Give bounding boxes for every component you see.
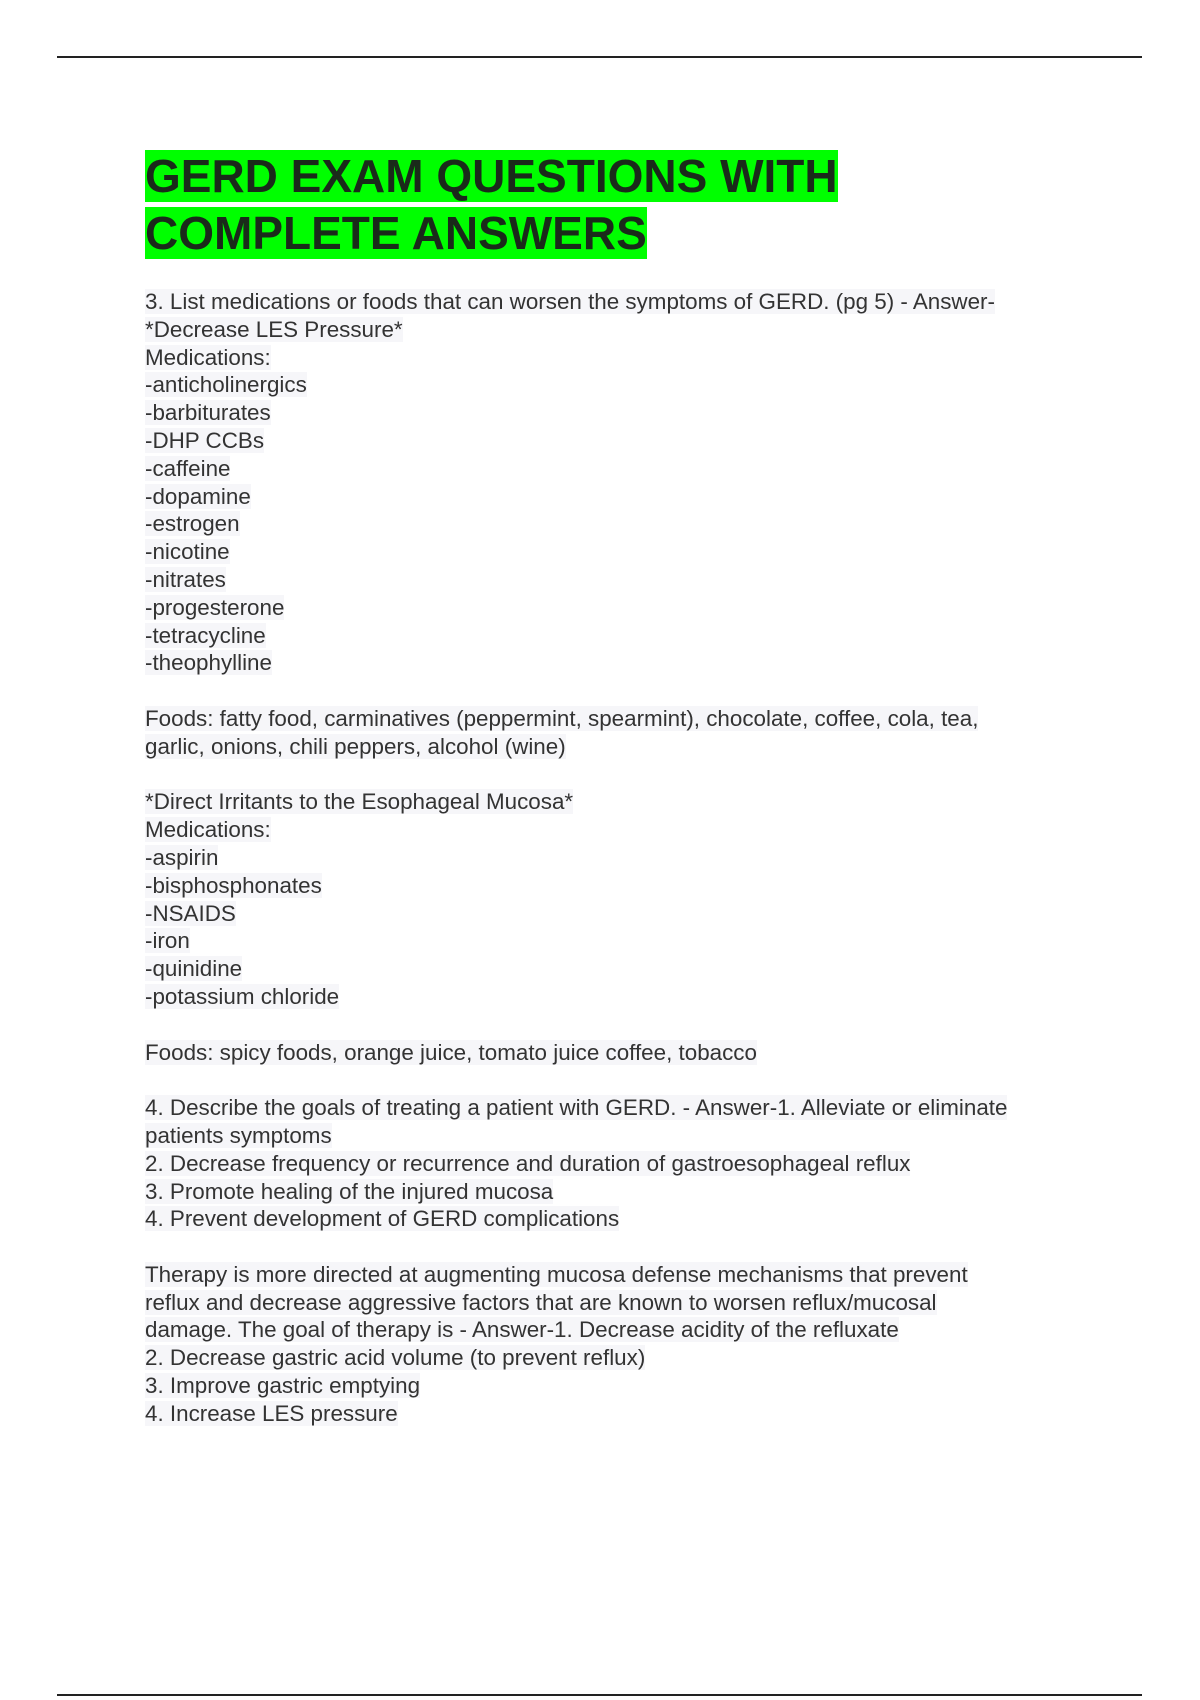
paragraph-gap xyxy=(145,1233,1095,1261)
text-line-content: Foods: spicy foods, orange juice, tomato juice coffee, tobacco xyxy=(145,1039,757,1065)
text-line xyxy=(145,399,1095,427)
text-line xyxy=(145,844,1095,872)
text-line-content: Medications: xyxy=(145,344,271,370)
text-line-content: *Decrease LES Pressure* xyxy=(145,316,403,342)
text-line xyxy=(145,622,1095,650)
text-line-content: 3. Improve gastric emptying xyxy=(145,1373,421,1399)
text-line xyxy=(145,483,1095,511)
document-page xyxy=(145,148,1095,1428)
text-line xyxy=(145,594,1095,622)
text-line-content: -nicotine xyxy=(145,539,230,565)
text-line xyxy=(145,816,1095,844)
text-line-content: patients symptoms xyxy=(145,1122,332,1148)
text-line-content: reflux and decrease aggressive factors that are known to worsen reflux/mucosal xyxy=(145,1289,937,1315)
text-line-content: -iron xyxy=(145,928,190,954)
text-line-content: 4. Describe the goals of treating a patient with GERD. - Answer-1. Alleviate or eliminate xyxy=(145,1095,1008,1121)
text-line xyxy=(145,371,1095,399)
text-line-content: 2. Decrease gastric acid volume (to prevent reflux) xyxy=(145,1345,646,1371)
text-line-content: -theophylline xyxy=(145,650,272,676)
text-line xyxy=(145,1372,1095,1400)
paragraph xyxy=(145,1261,1095,1428)
paragraph xyxy=(145,788,1095,1010)
paragraph xyxy=(145,705,1095,761)
text-line-content: -caffeine xyxy=(145,455,231,481)
paragraph-gap xyxy=(145,1066,1095,1094)
text-line-content: 4. Prevent development of GERD complications xyxy=(145,1206,620,1232)
text-line-content: Medications: xyxy=(145,817,271,843)
text-line-content: -potassium chloride xyxy=(145,983,340,1009)
text-line-content: -bisphosphonates xyxy=(145,872,322,898)
text-line xyxy=(145,344,1095,372)
text-line-content: -NSAIDS xyxy=(145,900,236,926)
text-line-content: -estrogen xyxy=(145,511,240,537)
text-line xyxy=(145,1261,1095,1289)
text-line xyxy=(145,1400,1095,1428)
text-line-content: *Direct Irritants to the Esophageal Mucosa* xyxy=(145,789,574,815)
paragraph-gap xyxy=(145,1011,1095,1039)
paragraph-gap xyxy=(145,761,1095,789)
text-line-content: -DHP CCBs xyxy=(145,427,265,453)
text-line-content: -barbiturates xyxy=(145,400,271,426)
text-line xyxy=(145,288,1095,316)
text-line-content: 3. Promote healing of the injured mucosa xyxy=(145,1178,554,1204)
document-body xyxy=(145,288,1095,1428)
paragraph xyxy=(145,288,1095,677)
text-line xyxy=(145,1289,1095,1317)
text-line-content: 3. List medications or foods that can worsen the symptoms of GERD. (pg 5) - Answer- xyxy=(145,289,995,314)
text-line xyxy=(145,510,1095,538)
text-line-content: Foods: fatty food, carminatives (peppermint, spearmint), chocolate, coffee, cola, tea, xyxy=(145,705,979,731)
text-line xyxy=(145,788,1095,816)
text-line-content: Therapy is more directed at augmenting mucosa defense mechanisms that prevent xyxy=(145,1261,968,1287)
text-line xyxy=(145,705,1095,733)
text-line xyxy=(145,1039,1095,1067)
text-line xyxy=(145,733,1095,761)
text-line xyxy=(145,927,1095,955)
text-line-content: -anticholinergics xyxy=(145,372,307,398)
bottom-rule xyxy=(57,1694,1142,1696)
text-line-content: -progesterone xyxy=(145,594,285,620)
text-line-content: -dopamine xyxy=(145,483,251,509)
text-line-content: -quinidine xyxy=(145,956,243,982)
text-line-content: -tetracycline xyxy=(145,622,266,648)
text-line xyxy=(145,538,1095,566)
text-line xyxy=(145,1150,1095,1178)
text-line-content: damage. The goal of therapy is - Answer-1. Decrease acidity of the refluxate xyxy=(145,1317,899,1343)
top-rule xyxy=(57,56,1142,58)
paragraph xyxy=(145,1039,1095,1067)
text-line-content: -nitrates xyxy=(145,566,226,592)
text-line-content: 2. Decrease frequency or recurrence and duration of gastroesophageal reflux xyxy=(145,1150,911,1176)
document-title xyxy=(145,148,1095,262)
text-line xyxy=(145,1094,1095,1122)
text-line-content: garlic, onions, chili peppers, alcohol (wine) xyxy=(145,733,566,759)
text-line xyxy=(145,1178,1095,1206)
text-line-content: -aspirin xyxy=(145,844,219,870)
paragraph xyxy=(145,1094,1095,1233)
text-line xyxy=(145,1344,1095,1372)
text-line xyxy=(145,955,1095,983)
text-line xyxy=(145,1316,1095,1344)
text-line xyxy=(145,455,1095,483)
text-line xyxy=(145,649,1095,677)
text-line-content: 4. Increase LES pressure xyxy=(145,1400,398,1426)
text-line xyxy=(145,1122,1095,1150)
paragraph-gap xyxy=(145,677,1095,705)
text-line xyxy=(145,427,1095,455)
document-title-text: GERD EXAM QUESTIONS WITH COMPLETE ANSWERS xyxy=(145,150,838,259)
text-line xyxy=(145,983,1095,1011)
text-line xyxy=(145,566,1095,594)
text-line xyxy=(145,316,1095,344)
text-line xyxy=(145,872,1095,900)
text-line xyxy=(145,900,1095,928)
text-line xyxy=(145,1205,1095,1233)
